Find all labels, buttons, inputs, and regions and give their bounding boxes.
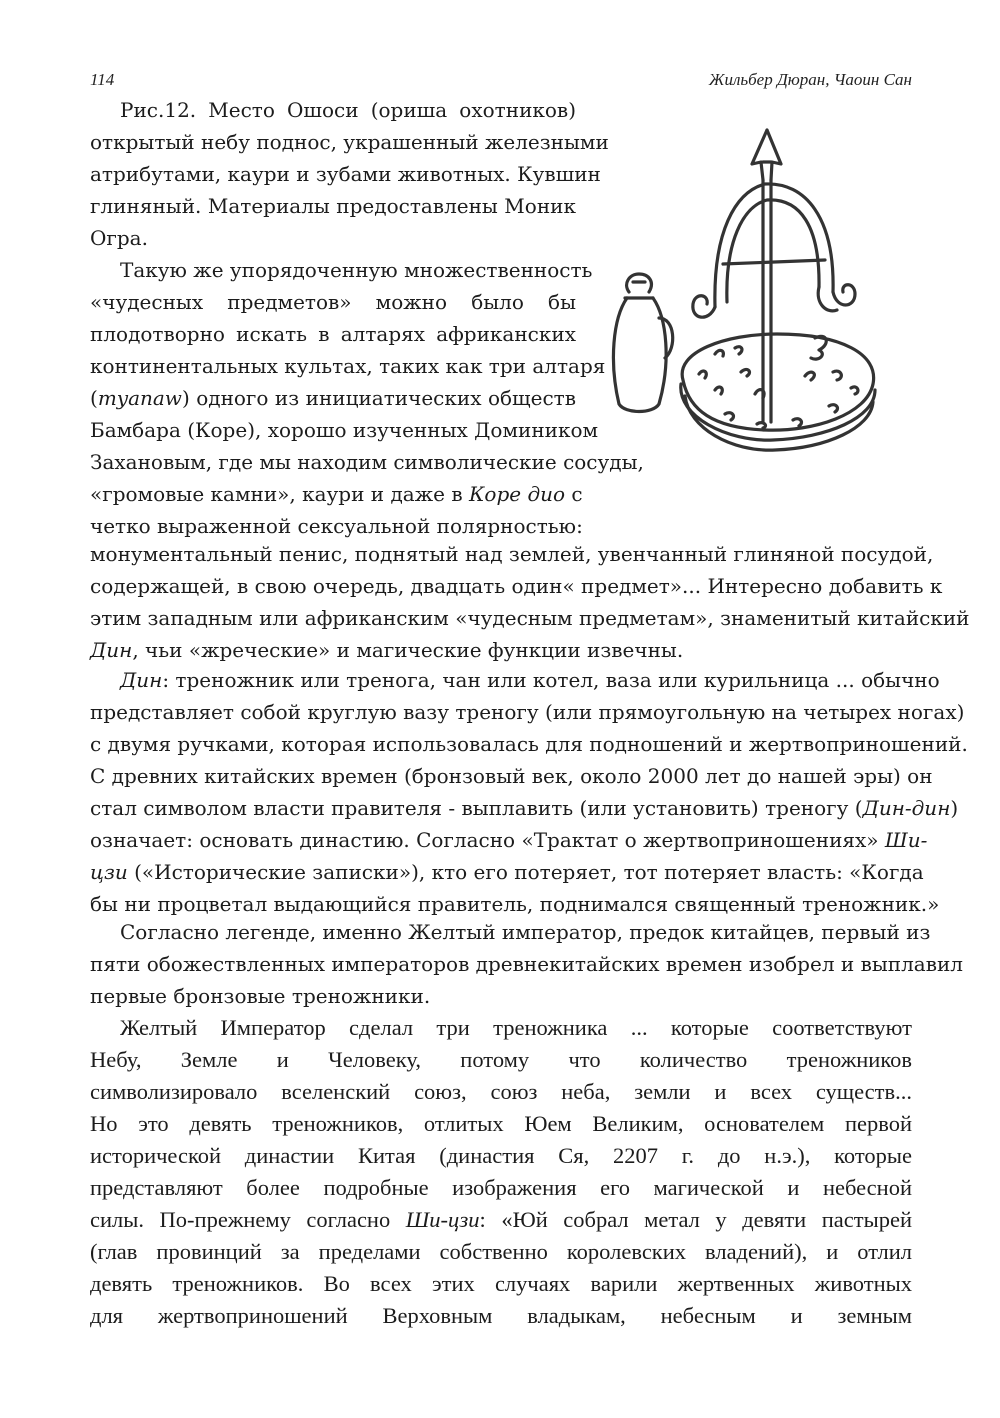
block-quote [90,1012,912,1332]
text-line [90,792,959,824]
text-line [90,824,928,856]
quote-line: символизировало вселенский союз, союз неба, земли и всех существ... [90,1079,912,1104]
caption-line: глиняный. Материалы предоставлены Моник [90,194,576,218]
text-line: монументальный пенис, поднятый над землей, увенчанный глиняной посудой, [90,542,934,566]
paragraph-1-narrow [90,254,644,542]
quote-line: девять треножников. Во всех этих случаях варили жертвенных животных [90,1271,912,1296]
paragraph-3 [90,916,963,1012]
text-segment: с [565,482,583,506]
text-line: с двумя ручками, которая использовалась для подношений и жертвоприношений. [90,732,968,756]
italic-term: Коре дио [468,482,566,506]
quote-line: Но это девять треножников, отлитых Юем Великим, основателем первой [90,1111,912,1136]
text-line: континентальных культах, таких как три алтаря [90,354,606,378]
running-header-authors: Жильбер Дюран, Чаоин Сан [708,70,912,89]
italic-term: цзи [90,860,128,884]
text-segment: ) [950,796,959,820]
text-line [90,634,912,666]
text-segment: , чьи «жреческие» и магические функции извечны. [132,638,684,662]
text-line: Такую же упорядоченную множественность [120,258,593,282]
quote-line: представляют более подробные изображения его магической и небесной [90,1175,912,1200]
text-segment: «громовые камни», каури и даже в [90,482,469,506]
text-segment: ( [90,386,98,410]
text-line: Захановым, где мы находим символические сосуды, [90,450,644,474]
quote-line: исторической династии Китая (династия Ся, 2207 г. до н.э.), которые [90,1143,912,1168]
paragraph-1-wide [90,538,970,666]
caption-line: Огра. [90,226,148,250]
running-header [90,70,912,94]
paragraph-2 [90,664,968,920]
caption-line: атрибутами, каури и зубами животных. Кувшин [90,162,601,186]
text-line: бы ни процветал выдающийся правитель, поднимался священный треножник.» [90,892,940,916]
text-line: содержащей, в свою очередь, двадцать один« предмет»... Интересно добавить к [90,574,943,598]
text-line: представляет собой круглую вазу треногу (или прямоугольную на четырех ногах) [90,700,965,724]
text-line [90,664,940,696]
page-number: 114 [90,70,115,89]
text-segment: ) одного из инициатических обществ [181,386,576,410]
text-line [90,382,576,414]
italic-term: Ши-цзи [405,1207,480,1232]
text-line: первые бронзовые треножники. [90,984,431,1008]
italic-term: Дин [90,638,133,662]
text-line: Бамбара (Коре), хорошо изученных Домиником [90,418,599,442]
italic-term: myanaw [97,386,182,410]
italic-term: Дин [120,668,163,692]
quote-line: для жертвоприношений Верховным владыкам, небесным и земным [90,1303,912,1328]
italic-term: Ши- [884,828,928,852]
quote-line: (глав провинций за пределами собственно королевских владений), и отлил [90,1239,912,1264]
caption-line: Рис.12. Место Ошоси (ориша охотников) [120,98,576,122]
text-line: С древних китайских времен (бронзовый век, около 2000 лет до нашей эры) он [90,764,933,788]
text-line [90,478,583,510]
text-line: четко выраженной сексуальной полярностью: [90,514,583,538]
text-line: этим западным или африканским «чудесным предметам», знаменитый китайский [90,606,970,630]
text-line: пяти обожествленных императоров древнекитайских времен изобрел и выплавил [90,952,963,976]
text-line: плодотворно искать в алтарях африканских [90,322,576,346]
quote-line: Небу, Земле и Человеку, потому что количество треножников [90,1047,912,1072]
text-line [90,856,924,888]
quote-line [90,1204,912,1236]
text-segment: означает: основать династию. Согласно «Трактат о жертвоприношениях» [90,828,885,852]
text-segment: : «Юй собрал метал у девяти пастырей [479,1207,912,1232]
figure-caption [90,94,609,254]
italic-term: Дин-дин [862,796,951,820]
altar-tripod-drawing-icon [605,122,910,472]
quote-line: Желтый Император сделал три треножника ... которые соответствуют [120,1015,912,1040]
text-segment: : треножник или тренога, чан или котел, ваза или курильница ... обычно [162,668,940,692]
text-segment: («Исторические записки»), кто его потеряет, тот потеряет власть: «Когда [127,860,924,884]
text-line: «чудесных предметов» можно было бы [90,290,576,314]
text-line: Согласно легенде, именно Желтый император, предок китайцев, первый из [120,920,931,944]
text-segment: силы. По-прежнему согласно [90,1207,406,1232]
caption-line: открытый небу поднос, украшенный железными [90,130,609,154]
text-segment: стал символом власти правителя - выплавить (или установить) треногу ( [90,796,863,820]
